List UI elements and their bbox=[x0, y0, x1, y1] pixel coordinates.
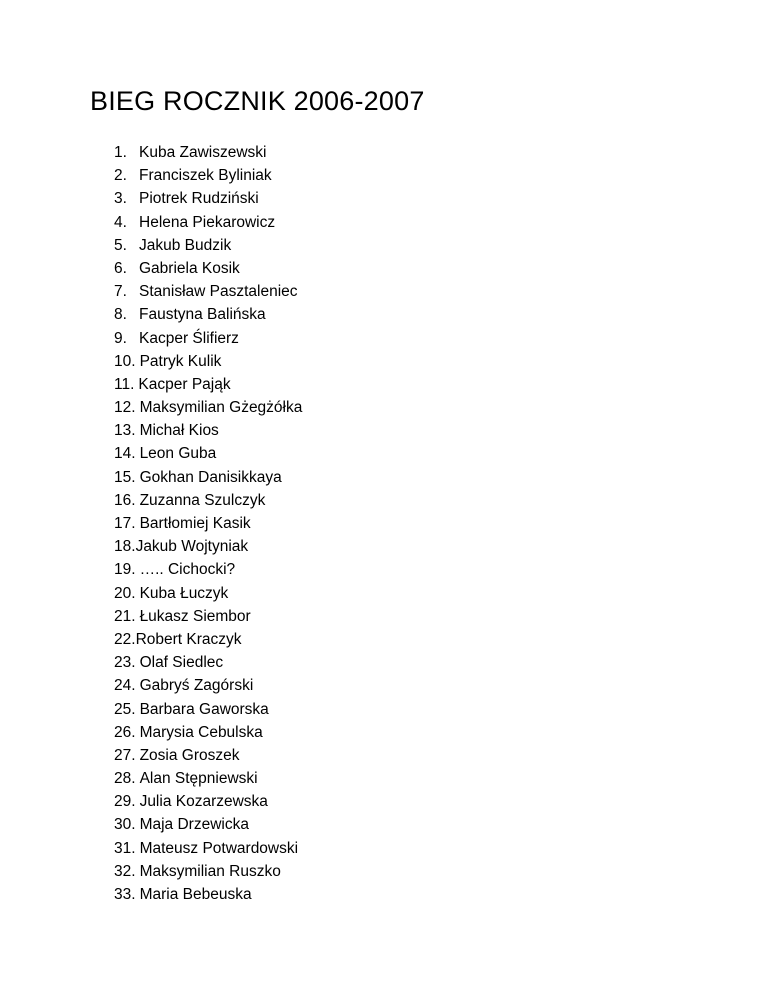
list-item bbox=[114, 419, 302, 442]
item-number: 31. bbox=[114, 839, 136, 857]
item-name: Maksymilian Gżegżółka bbox=[139, 399, 303, 417]
item-number: 7. bbox=[114, 283, 127, 301]
item-number: 1. bbox=[114, 144, 127, 161]
item-number: 5. bbox=[114, 236, 127, 254]
item-name: Kuba Zawiszewski bbox=[139, 144, 267, 161]
item-number: 30. bbox=[114, 816, 136, 834]
item-number: 17. bbox=[114, 515, 136, 532]
results-list bbox=[114, 141, 302, 906]
item-number: 16. bbox=[114, 491, 136, 509]
list-item bbox=[114, 698, 302, 721]
item-number: 32. bbox=[114, 862, 136, 880]
item-name: Maja Drzewicka bbox=[139, 816, 249, 834]
list-item bbox=[114, 582, 302, 605]
item-number: 27. bbox=[114, 746, 136, 764]
list-item bbox=[114, 350, 302, 373]
item-number: 14. bbox=[114, 445, 136, 463]
item-name: Stanisław Pasztaleniec bbox=[139, 283, 298, 301]
item-name: Patryk Kulik bbox=[139, 352, 222, 370]
item-number: 3. bbox=[114, 190, 127, 208]
item-number: 18. bbox=[114, 538, 136, 556]
item-name: Piotrek Rudziński bbox=[139, 190, 259, 208]
item-name: Zuzanna Szulczyk bbox=[139, 491, 266, 509]
item-name: Olaf Siedlec bbox=[139, 654, 224, 672]
item-number: 20. bbox=[114, 584, 136, 602]
item-name: Faustyna Balińska bbox=[139, 306, 266, 324]
list-item bbox=[114, 512, 302, 535]
list-item bbox=[114, 721, 302, 744]
list-item bbox=[114, 303, 302, 326]
item-name: Gabryś Zagórski bbox=[139, 677, 254, 695]
item-name: Michał Kios bbox=[139, 422, 219, 440]
list-item bbox=[114, 466, 302, 489]
list-item bbox=[114, 396, 302, 419]
list-item bbox=[114, 373, 302, 396]
item-name: Mateusz Potwardowski bbox=[139, 839, 299, 857]
item-number: 25. bbox=[114, 700, 136, 718]
item-name: Julia Kozarzewska bbox=[139, 793, 268, 811]
item-name: Gokhan Danisikkaya bbox=[139, 468, 282, 486]
item-name: Bartłomiej Kasik bbox=[139, 515, 251, 532]
item-number: 12. bbox=[114, 399, 136, 417]
item-name: Franciszek Byliniak bbox=[139, 167, 272, 185]
list-item bbox=[114, 628, 302, 651]
list-item bbox=[114, 558, 302, 581]
list-item bbox=[114, 211, 302, 234]
item-number: 22. bbox=[114, 630, 136, 648]
item-name: Gabriela Kosik bbox=[139, 259, 240, 277]
item-number: 11. bbox=[114, 375, 135, 393]
list-item bbox=[114, 860, 302, 883]
list-item bbox=[114, 164, 302, 187]
item-name: Kuba Łuczyk bbox=[139, 584, 229, 602]
list-item bbox=[114, 767, 302, 790]
item-name: Łukasz Siembor bbox=[139, 607, 251, 625]
list-item bbox=[114, 442, 302, 465]
item-name: Marysia Cebulska bbox=[139, 723, 263, 741]
item-number: 10. bbox=[114, 352, 136, 370]
list-item bbox=[114, 535, 302, 558]
item-number: 24. bbox=[114, 677, 136, 695]
item-name: Barbara Gaworska bbox=[139, 700, 269, 718]
item-name: Maria Bebeuska bbox=[139, 886, 252, 903]
item-name: Zosia Groszek bbox=[139, 746, 240, 764]
item-number: 33. bbox=[114, 886, 136, 903]
page-title: BIEG ROCZNIK 2006-2007 bbox=[90, 86, 425, 116]
list-item bbox=[114, 187, 302, 210]
list-item bbox=[114, 257, 302, 280]
item-name: Alan Stępniewski bbox=[139, 770, 258, 788]
item-name: Jakub Wojtyniak bbox=[135, 538, 249, 556]
list-item bbox=[114, 651, 302, 674]
item-number: 6. bbox=[114, 259, 127, 277]
list-item bbox=[114, 883, 302, 906]
item-number: 8. bbox=[114, 306, 127, 324]
item-name: Leon Guba bbox=[139, 445, 217, 463]
item-number: 9. bbox=[114, 329, 127, 347]
list-item bbox=[114, 837, 302, 860]
list-item bbox=[114, 234, 302, 257]
item-number: 2. bbox=[114, 167, 127, 185]
item-name: Kacper Ślifierz bbox=[139, 329, 239, 347]
item-name: Helena Piekarowicz bbox=[139, 213, 276, 231]
item-number: 13. bbox=[114, 422, 136, 440]
item-name: Maksymilian Ruszko bbox=[139, 862, 281, 880]
item-number: 19. bbox=[114, 561, 136, 579]
item-number: 23. bbox=[114, 654, 136, 672]
item-number: 26. bbox=[114, 723, 136, 741]
item-name: Robert Kraczyk bbox=[135, 630, 242, 648]
list-item bbox=[114, 674, 302, 697]
list-item bbox=[114, 489, 302, 512]
item-number: 4. bbox=[114, 213, 127, 231]
list-item bbox=[114, 605, 302, 628]
item-number: 29. bbox=[114, 793, 136, 811]
list-item bbox=[114, 327, 302, 350]
item-name: Kacper Pająk bbox=[138, 375, 231, 393]
item-name: Jakub Budzik bbox=[139, 236, 232, 254]
list-item bbox=[114, 141, 302, 164]
list-item bbox=[114, 813, 302, 836]
item-number: 15. bbox=[114, 468, 136, 486]
list-item bbox=[114, 790, 302, 813]
item-number: 28. bbox=[114, 770, 136, 788]
item-number: 21. bbox=[114, 607, 136, 625]
list-item bbox=[114, 744, 302, 767]
list-item bbox=[114, 280, 302, 303]
item-name: ….. Cichocki? bbox=[139, 561, 236, 579]
